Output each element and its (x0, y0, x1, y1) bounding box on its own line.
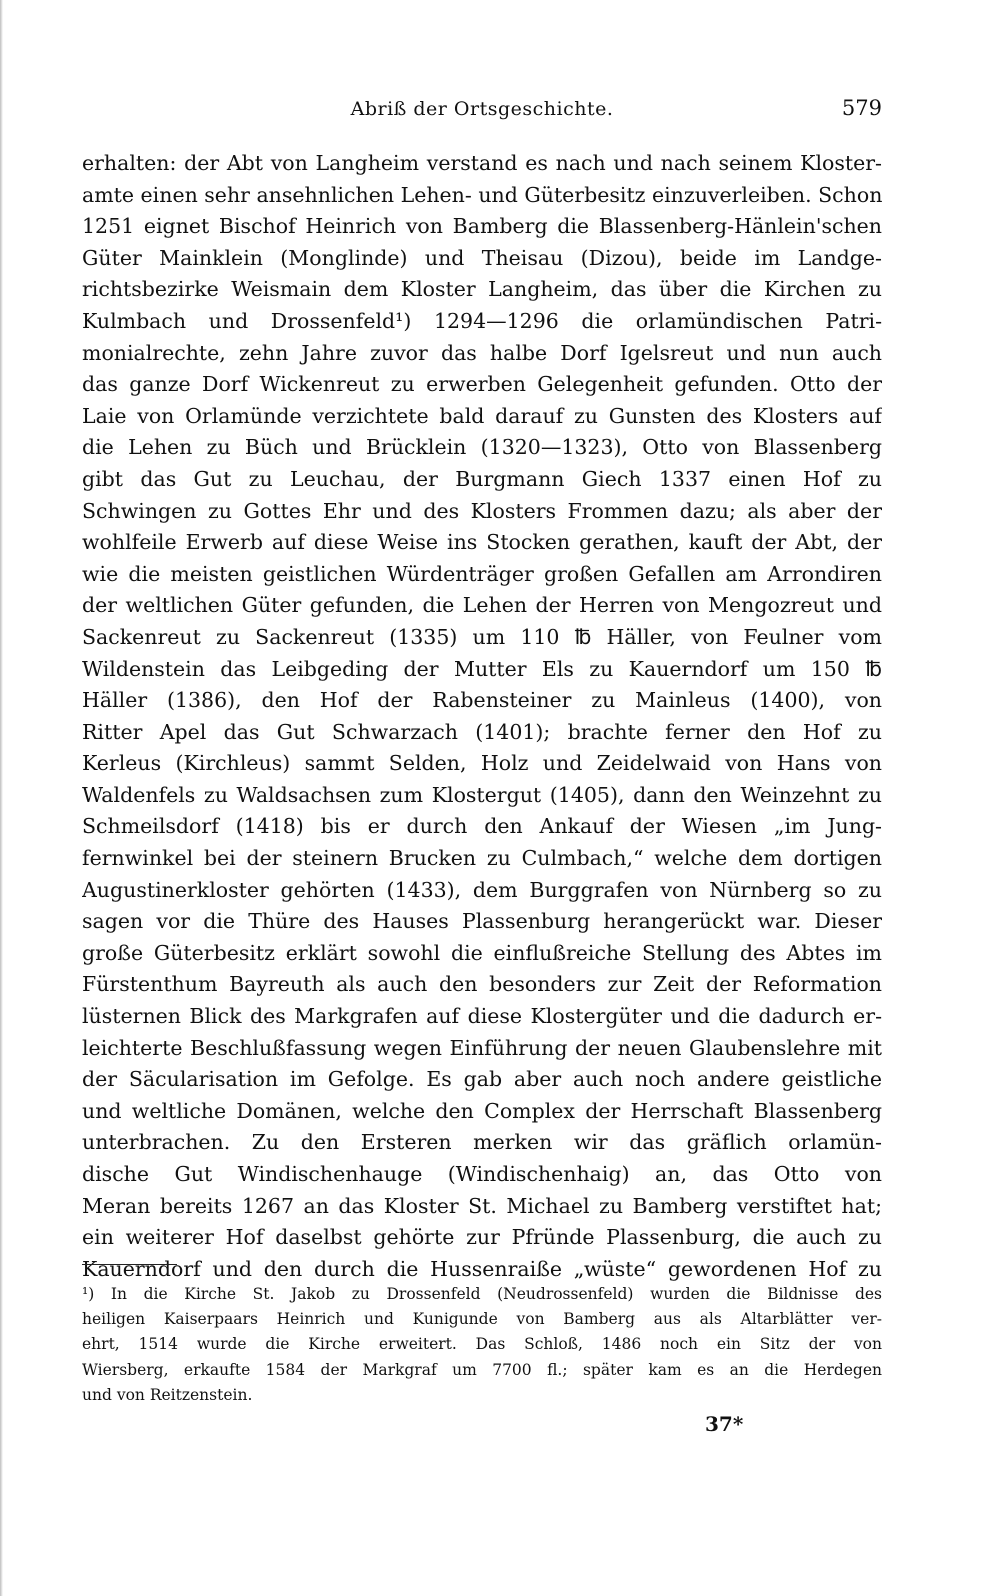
text-line: monialrechte, zehn Jahre zuvor das halbe Dorf Igelsreut und nun auch (82, 340, 882, 365)
text-line: Häller (1386), den Hof der Rabensteiner zu Mainleus (1400), von (82, 688, 882, 713)
body-text (82, 148, 882, 1285)
footnotes (82, 1282, 882, 1408)
page-header (82, 96, 882, 126)
text-line: wie die meisten geistlichen Würdenträger großen Gefallen am Arrondiren (82, 561, 882, 586)
text-line: Ritter Apel das Gut Schwarzach (1401); brachte ferner den Hof zu (82, 719, 882, 744)
text-line: Fürstenthum Bayreuth als auch den besonders zur Zeit der Reformation (82, 972, 882, 997)
footnote-line: ¹) In die Kirche St. Jakob zu Drossenfeld (Neudrossenfeld) wurden die Bildnisse des (82, 1285, 882, 1303)
text-line: fernwinkel bei der steinern Brucken zu Culmbach,“ welche dem dortigen (82, 846, 882, 871)
text-line: dische Gut Windischenhauge (Windischenhaig) an, das Otto von (82, 1162, 882, 1186)
signature-mark: 37* (705, 1412, 744, 1436)
text-line: die Lehen zu Büch und Brücklein (1320—1323), Otto von Blassenberg (82, 435, 882, 460)
footnote-divider (82, 1264, 177, 1265)
text-line: Sackenreut zu Sackenreut (1335) um 110 ℔ Häller, von Feulner vom (82, 624, 882, 649)
text-line: der weltlichen Güter gefunden, die Lehen der Herren von Mengozreut und (82, 593, 882, 618)
text-line: sagen vor die Thüre des Hauses Plassenburg herangerückt war. Dieser (82, 909, 882, 934)
text-line: der Säcularisation im Gefolge. Es gab aber auch noch andere geistliche (82, 1067, 882, 1092)
text-line: Waldenfels zu Waldsachsen zum Klostergut (1405), dann den Weinzehnt zu (82, 782, 882, 807)
text-line: Laie von Orlamünde verzichtete bald darauf zu Gunsten des Klosters auf (82, 403, 882, 428)
text-line: richtsbezirke Weismain dem Kloster Langheim, das über die Kirchen zu (82, 277, 882, 302)
text-line: unterbrachen. Zu den Ersteren merken wir das gräflich orlamün- (82, 1130, 882, 1155)
text-line: das ganze Dorf Wickenreut zu erwerben Gelegenheit gefunden. Otto der (82, 372, 882, 397)
text-line: erhalten: der Abt von Langheim verstand es nach und nach seinem Kloster- (82, 151, 882, 175)
footnote-line: heiligen Kaiserpaars Heinrich und Kunigunde von Bamberg aus als Altarblätter ver- (82, 1310, 882, 1329)
text-line: leichterte Beschlußfassung wegen Einführung der neuen Glaubenslehre mit (82, 1035, 882, 1060)
text-line: lüsternen Blick des Markgrafen auf diese Klostergüter und die dadurch er- (82, 1004, 882, 1029)
page-number: 579 (841, 96, 882, 120)
text-line: Augustinerkloster gehörten (1433), dem Burggrafen von Nürnberg so zu (82, 877, 882, 902)
page-edge-shadow (0, 0, 3, 1596)
text-line: gibt das Gut zu Leuchau, der Burgmann Giech 1337 einen Hof zu (82, 466, 882, 491)
text-line: 1251 eignet Bischof Heinrich von Bamberg die Blassenberg-Hänlein'schen (82, 214, 882, 239)
text-line: ein weiterer Hof daselbst gehörte zur Pfründe Plassenburg, die auch zu (82, 1225, 882, 1250)
footnote-line: Wiersberg, erkaufte 1584 der Markgraf um 7700 fl.; später kam es an die Herdegen (82, 1360, 882, 1379)
text-line: Kauerndorf und den durch die Hussenraiße „wüste“ gewordenen Hof zu (82, 1256, 882, 1281)
footnote-line: ehrt, 1514 wurde die Kirche erweitert. Das Schloß, 1486 noch ein Sitz der von (82, 1335, 882, 1354)
footnote-line: und von Reitzenstein. (82, 1385, 253, 1404)
text-line: Schmeilsdorf (1418) bis er durch den Ankauf der Wiesen „im Jung- (82, 814, 882, 839)
text-line: Kulmbach und Drossenfeld¹) 1294—1296 die orlamündischen Patri- (82, 308, 882, 333)
text-line: Kerleus (Kirchleus) sammt Selden, Holz und Zeidelwaid von Hans von (82, 751, 882, 776)
text-line: Meran bereits 1267 an das Kloster St. Michael zu Bamberg verstiftet hat; (82, 1193, 882, 1218)
text-line: Wildenstein das Leibgeding der Mutter Els zu Kauerndorf um 150 ℔ (82, 656, 882, 681)
text-line: Güter Mainklein (Monglinde) und Theisau (Dizou), beide im Landge- (82, 245, 882, 270)
text-line: Schwingen zu Gottes Ehr und des Klosters Frommen dazu; als aber der (82, 498, 882, 523)
text-line: amte einen sehr ansehnlichen Lehen- und Güterbesitz einzuverleiben. Schon (82, 182, 882, 207)
text-line: und weltliche Domänen, welche den Complex der Herrschaft Blassenberg (82, 1098, 882, 1123)
text-line: wohlfeile Erwerb auf diese Weise ins Stocken gerathen, kauft der Abt, der (82, 530, 882, 555)
running-head: Abriß der Ortsgeschichte. (350, 98, 614, 120)
text-line: große Güterbesitz erklärt sowohl die einflußreiche Stellung des Abtes im (82, 940, 882, 965)
